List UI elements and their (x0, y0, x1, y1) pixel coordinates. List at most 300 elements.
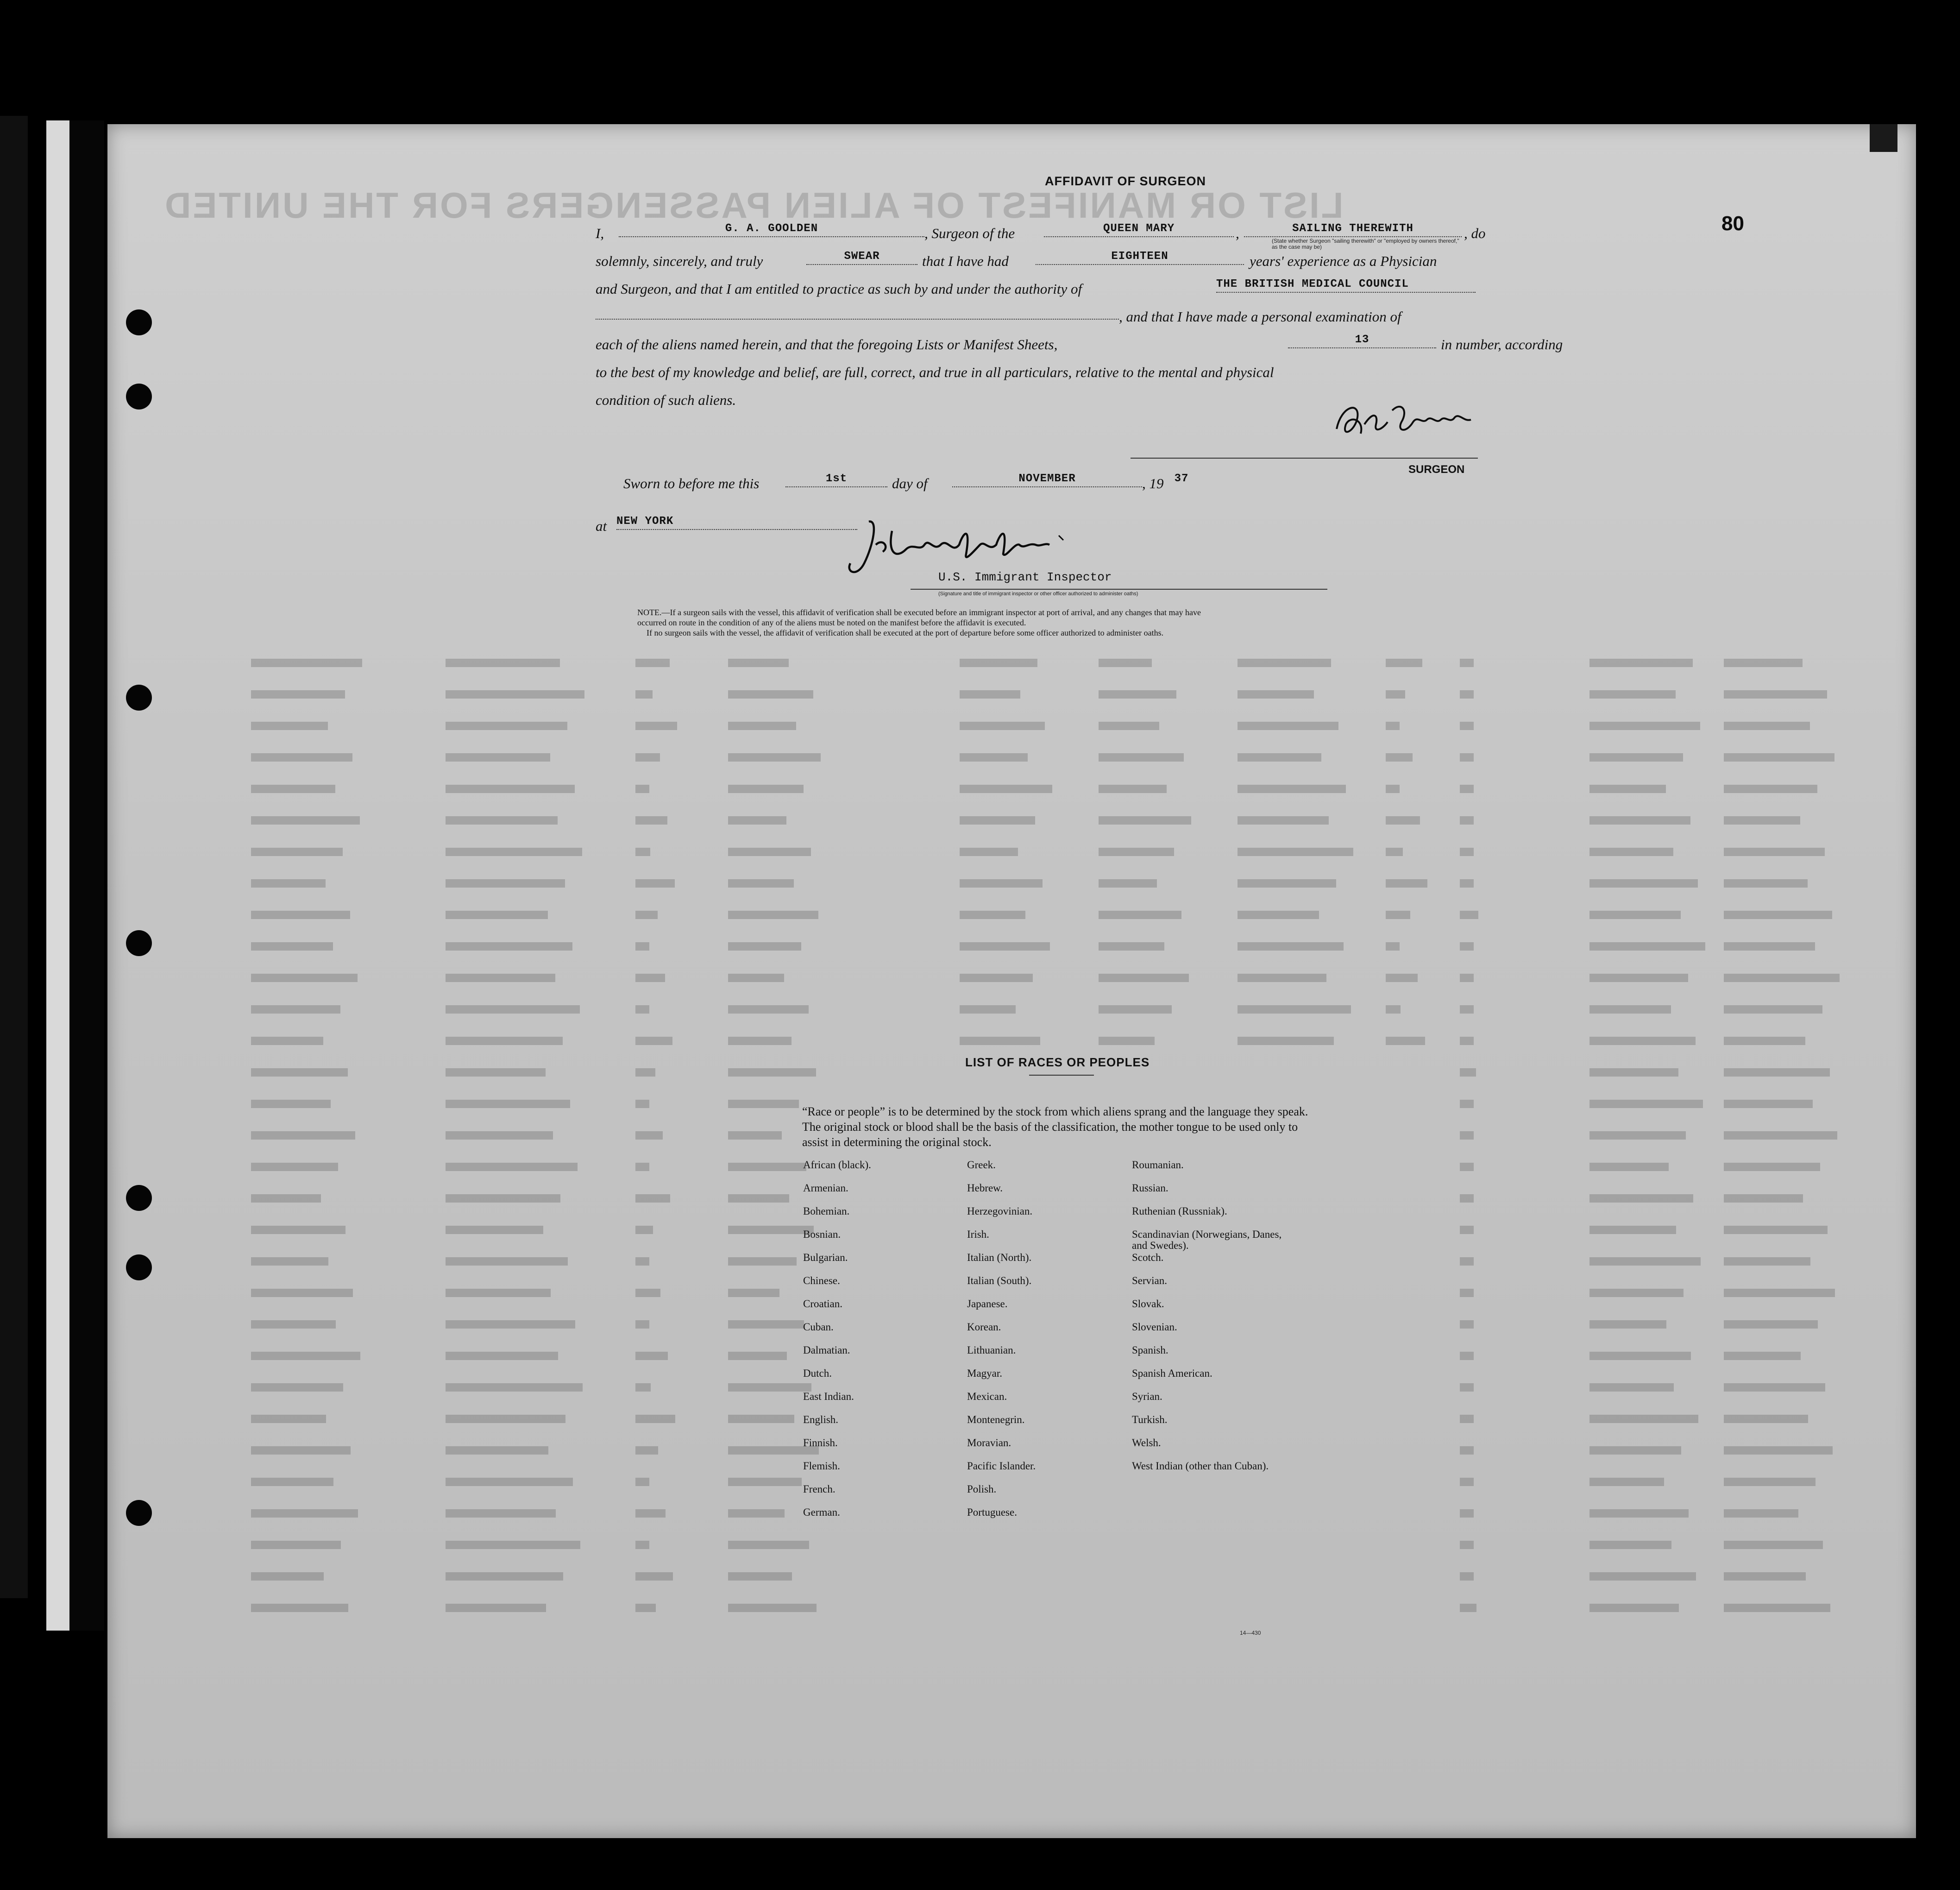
race-item: Korean. (967, 1321, 1001, 1333)
inspector-note: (Signature and title of immigrant inspector or other officer authorized to administer oaths) (938, 591, 1138, 597)
bleed-through-mark (1589, 722, 1700, 730)
bleed-through-mark (251, 1604, 348, 1612)
bleed-through-title: LIST OR MANIFEST OF ALIEN PASSENGERS FOR THE UNITED (163, 185, 1344, 226)
race-item: Irish. (967, 1228, 989, 1240)
bleed-through-mark (1724, 785, 1817, 793)
bleed-through-mark (446, 974, 555, 982)
race-item: Cuban. (803, 1321, 834, 1333)
bleed-through-mark (1589, 1541, 1671, 1549)
race-item: Dalmatian. (803, 1344, 850, 1356)
bleed-through-mark (635, 1005, 649, 1014)
sheet-count-field: 13 (1288, 334, 1436, 348)
race-item: Slovenian. (1132, 1321, 1177, 1333)
bleed-through-mark (251, 785, 335, 793)
aff-text-i: I, (596, 225, 604, 241)
bleed-through-mark (1099, 879, 1157, 888)
day-of-text: day of (892, 475, 928, 491)
bleed-through-mark (1724, 1352, 1801, 1360)
bleed-through-mark (446, 1320, 575, 1329)
bleed-through-mark (1386, 722, 1400, 730)
bleed-through-mark (1460, 1478, 1474, 1486)
bleed-through-mark (1589, 690, 1676, 699)
bleed-through-mark (728, 879, 794, 888)
bleed-through-mark (1386, 911, 1410, 919)
race-item: West Indian (other than Cuban). (1132, 1460, 1269, 1472)
bleed-through-mark (1724, 1163, 1820, 1171)
bleed-through-mark (251, 1289, 353, 1297)
bleed-through-mark (635, 1541, 649, 1549)
bleed-through-mark (251, 1446, 351, 1455)
bleed-through-mark (635, 1037, 672, 1045)
races-column-2 (967, 1159, 1115, 1530)
bleed-through-mark (1724, 753, 1834, 762)
punch-hole (126, 1254, 152, 1280)
race-item: Syrian. (1132, 1391, 1162, 1402)
punch-hole (126, 930, 152, 956)
race-item: Spanish American. (1132, 1367, 1212, 1379)
surgeon-signature (1332, 397, 1480, 447)
race-item: Herzegovinian. (967, 1205, 1033, 1217)
bleed-through-mark (1724, 1541, 1823, 1549)
bleed-through-mark (1460, 1037, 1474, 1045)
bleed-through-mark (446, 879, 565, 888)
bleed-through-row (172, 1035, 1863, 1047)
bleed-through-mark (635, 1572, 673, 1581)
bleed-through-mark (251, 848, 343, 856)
bleed-through-mark (1099, 785, 1167, 793)
bleed-through-mark (446, 1289, 551, 1297)
bleed-through-row (172, 783, 1863, 795)
bleed-through-mark (1724, 1320, 1818, 1329)
bleed-through-mark (635, 1226, 653, 1234)
bleed-through-mark (635, 974, 665, 982)
bleed-through-mark (1589, 848, 1673, 856)
bleed-through-mark (1724, 1194, 1803, 1203)
bleed-through-mark (1724, 1005, 1822, 1014)
aff-text-in-number: in number, according (1441, 336, 1563, 353)
bleed-through-mark (728, 1257, 797, 1266)
sworn-day-field: 1st (785, 472, 887, 487)
bleed-through-mark (446, 722, 567, 730)
race-item: Montenegrin. (967, 1414, 1025, 1425)
bleed-through-row (172, 814, 1863, 826)
bleed-through-mark (251, 1131, 355, 1140)
bleed-through-mark (446, 1572, 563, 1581)
bleed-through-mark (1589, 1100, 1703, 1108)
race-item: Servian. (1132, 1275, 1168, 1286)
bleed-through-mark (1724, 659, 1803, 667)
races-title: LIST OF RACES OR PEOPLES (965, 1055, 1150, 1069)
race-item: Moravian. (967, 1437, 1011, 1449)
corner-mark (1870, 124, 1897, 152)
bleed-through-mark (728, 848, 811, 856)
bleed-through-row (172, 846, 1863, 858)
affidavit-of-surgeon: AFFIDAVIT OF SURGEON I, G. A. GOOLDEN , Surgeon of the QUEEN MARY , SAILING THEREWITH (State whether Surgeon "sailing therewith" or "employed by owners thereof," as the case may be) , do solemnly, sincerely, and truly SWEAR that I have had EIGHTEEN years' experience as a Physician and Surgeon, and that I am entitled to practice as such by and under the authority of THE BRITISH MEDICAL COUNCIL , and that I have made a personal examination of each of the aliens named herein, and that the foregoing Lists or Manifest Sheets, 13 in number, according to the best of my knowledge and belief, are full, correct, and true in all particulars, relative to the mental and physical condition of such aliens. SURGEON Sworn to before me this 1st day of NOVEMBER , 19 37 at NEW YORK U.S. Immigrant Inspector (Signature and title of immigrant inspector or other officer authorized to administer oaths) NOTE.—If a surgeon sails with the vessel, this affidavit of verification shall be executed before an immigrant inspector at port of arrival, and any changes that may have occurred on route in the condition of any of the aliens must be noted on the manifest before the affidavit is executed. If no surgeon sails with the vessel, the affidavit of verification shall be executed at the port of departure before some officer authorized to administer oaths. (596, 174, 1563, 637)
bleed-through-mark (446, 1163, 578, 1171)
bleed-through-mark (728, 785, 804, 793)
bleed-through-mark (1386, 1005, 1401, 1014)
bleed-through-mark (251, 1383, 343, 1392)
bleed-through-mark (446, 848, 582, 856)
race-item: Roumanian. (1132, 1159, 1184, 1171)
race-item: Spanish. (1132, 1344, 1168, 1356)
bleed-through-mark (446, 1352, 558, 1360)
bleed-through-mark (1386, 753, 1413, 762)
bleed-through-row (172, 1539, 1863, 1551)
bleed-through-mark (635, 942, 649, 951)
bleed-through-mark (1099, 911, 1181, 919)
bleed-through-mark (728, 1226, 814, 1234)
bleed-through-mark (1460, 1100, 1474, 1108)
punch-hole (126, 1185, 152, 1211)
bleed-through-mark (728, 816, 786, 825)
bleed-through-mark (251, 1226, 346, 1234)
bleed-through-mark (728, 1541, 809, 1549)
bleed-through-mark (1099, 942, 1164, 951)
race-item: Italian (South). (967, 1275, 1032, 1286)
bleed-through-mark (446, 1415, 565, 1423)
bleed-through-mark (1724, 1226, 1828, 1234)
bleed-through-mark (728, 1194, 789, 1203)
inspector-signature-line (911, 589, 1327, 590)
bleed-through-mark (446, 942, 572, 951)
bleed-through-mark (1724, 1289, 1835, 1297)
aff-text-have-had: that I have had (922, 253, 1009, 269)
race-item: Dutch. (803, 1367, 832, 1379)
bleed-through-mark (1589, 942, 1705, 951)
bleed-through-mark (728, 753, 821, 762)
bleed-through-mark (1460, 722, 1474, 730)
surgeon-signature-line (1131, 458, 1478, 459)
race-item: Turkish. (1132, 1414, 1168, 1425)
form-code: 14—430 (1240, 1630, 1261, 1636)
bleed-through-mark (1589, 1320, 1666, 1329)
race-item: Bosnian. (803, 1228, 841, 1240)
bleed-through-mark (1589, 879, 1698, 888)
bleed-through-mark (1589, 1383, 1674, 1392)
bleed-through-mark (728, 1509, 785, 1518)
bleed-through-mark (1589, 753, 1683, 762)
aff-text-and-surgeon: and Surgeon, and that I am entitled to practice as such by and under the authority of (596, 281, 1082, 297)
bleed-through-mark (446, 1194, 560, 1203)
bleed-through-mark (635, 1415, 675, 1423)
bleed-through-mark (960, 879, 1043, 888)
bleed-through-mark (1724, 722, 1810, 730)
bleed-through-mark (635, 1068, 655, 1077)
surgeon-label: SURGEON (1408, 463, 1465, 476)
bleed-through-mark (1460, 1383, 1474, 1392)
bleed-through-mark (1386, 848, 1403, 856)
note-line-3: If no surgeon sails with the vessel, the affidavit of verification shall be executed at the port of departure before some officer authorized to administer oaths. (647, 628, 1164, 637)
authority-continued-field (596, 305, 1119, 320)
bleed-through-mark (728, 1352, 787, 1360)
aff-text-examination: , and that I have made a personal examination of (1119, 309, 1401, 325)
inspector-title: U.S. Immigrant Inspector (938, 570, 1112, 584)
bleed-through-mark (728, 1604, 817, 1612)
bleed-through-mark (1238, 816, 1329, 825)
bleed-through-mark (1460, 690, 1474, 699)
bleed-through-mark (635, 1509, 666, 1518)
race-item: Pacific Islander. (967, 1460, 1036, 1472)
bleed-through-mark (635, 690, 653, 699)
bleed-through-mark (1238, 879, 1336, 888)
bleed-through-mark (1589, 785, 1666, 793)
aff-text-years: years' experience as a Physician (1250, 253, 1437, 269)
note-line-2: occurred on route in the condition of any of the aliens must be noted on the manifest before the affidavit is executed. (637, 618, 1026, 627)
bleed-through-mark (1724, 1478, 1816, 1486)
bleed-through-mark (251, 879, 326, 888)
bleed-through-mark (728, 1163, 806, 1171)
bleed-through-mark (1460, 1604, 1476, 1612)
race-item: Flemish. (803, 1460, 840, 1472)
bleed-through-mark (728, 1572, 792, 1581)
bleed-through-mark (635, 911, 658, 919)
bleed-through-mark (635, 722, 677, 730)
bleed-through-mark (635, 1446, 658, 1455)
oath-type-field: SWEAR (806, 250, 917, 265)
bleed-through-mark (728, 1005, 809, 1014)
bleed-through-mark (1724, 911, 1832, 919)
race-item: Bohemian. (803, 1205, 850, 1217)
races-title-rule (1029, 1075, 1094, 1076)
sworn-year-field: 37 (1174, 472, 1189, 485)
bleed-through-mark (1099, 753, 1184, 762)
bleed-through-mark (635, 816, 667, 825)
bleed-through-mark (635, 848, 650, 856)
bleed-through-mark (1724, 1100, 1813, 1108)
bleed-through-mark (1460, 1289, 1474, 1297)
bleed-through-mark (1460, 1068, 1476, 1077)
bleed-through-mark (1589, 1194, 1693, 1203)
bleed-through-mark (728, 1289, 779, 1297)
bleed-through-mark (1460, 1257, 1474, 1266)
bleed-through-mark (1460, 1572, 1474, 1581)
bleed-through-mark (251, 690, 345, 699)
bleed-through-mark (1589, 1257, 1701, 1266)
aff-text-do: , do (1464, 225, 1486, 241)
bleed-through-mark (1099, 722, 1159, 730)
race-item: Lithuanian. (967, 1344, 1016, 1356)
bleed-through-mark (251, 1509, 358, 1518)
bleed-through-row (172, 1602, 1863, 1614)
bleed-through-mark (1724, 942, 1815, 951)
bleed-through-mark (446, 1131, 553, 1140)
bleed-through-mark (1589, 1572, 1696, 1581)
bleed-through-mark (1724, 1068, 1830, 1077)
bleed-through-mark (1724, 1131, 1837, 1140)
bleed-through-mark (1238, 848, 1353, 856)
sworn-place-field: NEW YORK (616, 515, 857, 530)
bleed-through-mark (251, 1194, 321, 1203)
aff-text-line7: condition of such aliens. (596, 392, 736, 408)
bleed-through-mark (1460, 974, 1474, 982)
bleed-through-mark (251, 1163, 338, 1171)
bleed-through-row (172, 751, 1863, 763)
bleed-through-mark (728, 1415, 794, 1423)
bleed-through-mark (1724, 690, 1827, 699)
bleed-through-mark (251, 1320, 336, 1329)
bleed-through-mark (728, 1320, 804, 1329)
bleed-through-mark (1460, 1415, 1474, 1423)
bleed-through-mark (635, 1100, 649, 1108)
aff-text-line6: to the best of my knowledge and belief, are full, correct, and true in all particulars, relative to the mental and physical (596, 364, 1274, 380)
bleed-through-mark (446, 659, 560, 667)
bleed-through-mark (446, 1383, 583, 1392)
bleed-through-mark (1460, 816, 1474, 825)
race-item: Chinese. (803, 1275, 840, 1286)
bleed-through-mark (1589, 1352, 1691, 1360)
race-item: African (black). (803, 1159, 871, 1171)
bleed-through-mark (1460, 1320, 1474, 1329)
bleed-through-mark (1460, 1163, 1474, 1171)
bleed-through-mark (1589, 1037, 1696, 1045)
bleed-through-mark (1589, 911, 1681, 919)
bleed-through-mark (635, 1383, 651, 1392)
bleed-through-row (172, 972, 1863, 984)
sailing-status-field: SAILING THEREWITH (1244, 222, 1462, 237)
bleed-through-mark (635, 1478, 649, 1486)
bleed-through-mark (251, 974, 358, 982)
race-item: Portuguese. (967, 1506, 1017, 1518)
bleed-through-mark (1589, 1005, 1671, 1014)
bleed-through-mark (1460, 1541, 1474, 1549)
race-item: Ruthenian (Russniak). (1132, 1205, 1227, 1217)
bleed-through-mark (960, 816, 1035, 825)
aff-text-each: each of the aliens named herein, and that the foregoing Lists or Manifest Sheets, (596, 336, 1058, 353)
race-item: Hebrew. (967, 1182, 1003, 1194)
bleed-through-mark (1460, 1131, 1474, 1140)
bleed-through-mark (1460, 1352, 1474, 1360)
bleed-through-mark (1386, 1037, 1425, 1045)
bleed-through-mark (1099, 690, 1176, 699)
bleed-through-mark (251, 1100, 331, 1108)
bleed-through-mark (1238, 942, 1344, 951)
bleed-through-mark (635, 1163, 649, 1171)
bleed-through-mark (635, 1131, 663, 1140)
bleed-through-mark (1589, 1289, 1684, 1297)
film-gap (69, 120, 104, 1631)
bleed-through-row (172, 688, 1863, 700)
bleed-through-mark (1724, 1037, 1805, 1045)
bleed-through-mark (446, 1446, 548, 1455)
race-item: Croatian. (803, 1298, 842, 1310)
race-item: Greek. (967, 1159, 996, 1171)
bleed-through-mark (251, 1541, 341, 1549)
bleed-through-row (172, 1570, 1863, 1582)
bleed-through-mark (960, 1037, 1040, 1045)
bleed-through-mark (1724, 1383, 1825, 1392)
bleed-through-mark (1589, 1226, 1676, 1234)
bleed-through-mark (251, 816, 360, 825)
race-item: Armenian. (803, 1182, 848, 1194)
bleed-through-mark (1460, 1194, 1474, 1203)
bleed-through-mark (446, 690, 584, 699)
bleed-through-mark (1460, 879, 1474, 888)
bleed-through-mark (960, 690, 1020, 699)
bleed-through-mark (728, 1037, 792, 1045)
bleed-through-mark (635, 1194, 670, 1203)
bleed-through-mark (251, 722, 328, 730)
bleed-through-mark (251, 1037, 323, 1045)
punch-hole (126, 1500, 152, 1526)
bleed-through-mark (251, 1415, 326, 1423)
race-item: Scandinavian (Norwegians, Danes, and Swedes). (1132, 1228, 1282, 1251)
bleed-through-mark (728, 722, 796, 730)
bleed-through-mark (446, 1100, 570, 1108)
bleed-through-mark (635, 753, 660, 762)
bleed-through-mark (1238, 974, 1326, 982)
race-item: Italian (North). (967, 1252, 1032, 1263)
bleed-through-mark (1724, 848, 1825, 856)
bleed-through-mark (251, 1572, 324, 1581)
bleed-through-mark (960, 753, 1028, 762)
race-item: German. (803, 1506, 840, 1518)
punch-hole (126, 384, 152, 410)
bleed-through-mark (251, 911, 350, 919)
bleed-through-mark (728, 1478, 802, 1486)
bleed-through-mark (1460, 753, 1474, 762)
bleed-through-row (172, 1003, 1863, 1015)
bleed-through-mark (446, 753, 550, 762)
bleed-through-mark (1724, 879, 1808, 888)
bleed-through-mark (728, 1100, 799, 1108)
aff-text-solemnly: solemnly, sincerely, and truly (596, 253, 763, 269)
authority-field: THE BRITISH MEDICAL COUNCIL (1216, 278, 1476, 293)
film-strip (46, 120, 69, 1631)
bleed-through-mark (1724, 1257, 1810, 1266)
affidavit-title: AFFIDAVIT OF SURGEON (1045, 174, 1206, 188)
bleed-through-mark (1238, 722, 1338, 730)
note-line-1: NOTE.—If a surgeon sails with the vessel, this affidavit of verification shall be executed before an immigrant inspector at port of arrival, and any changes that may have (637, 608, 1201, 617)
bleed-through-mark (1238, 785, 1346, 793)
bleed-through-mark (446, 1604, 546, 1612)
bleed-through-mark (446, 1541, 580, 1549)
races-column-3 (1132, 1159, 1299, 1484)
bleed-through-mark (1724, 816, 1800, 825)
bleed-through-row (172, 940, 1863, 952)
bleed-through-mark (1460, 1509, 1474, 1518)
race-item: French. (803, 1483, 836, 1495)
bleed-through-mark (960, 974, 1033, 982)
bleed-through-row (172, 877, 1863, 889)
bleed-through-mark (728, 690, 813, 699)
bleed-through-mark (1589, 1131, 1686, 1140)
bleed-through-mark (960, 942, 1050, 951)
bleed-through-mark (1099, 1037, 1155, 1045)
bleed-through-mark (446, 785, 575, 793)
bleed-through-mark (728, 1383, 811, 1392)
races-intro: “Race or people” is to be determined by the stock from which aliens sprang and the language they speak. The original stock or blood shall be the basis of the classification, the mother tongue to be used only to assist in determining the original stock. (802, 1105, 1308, 1149)
bleed-through-mark (1589, 816, 1690, 825)
bleed-through-mark (1386, 942, 1400, 951)
bleed-through-mark (1724, 1415, 1808, 1423)
race-item: Welsh. (1132, 1437, 1161, 1449)
bleed-through-mark (1589, 1068, 1678, 1077)
bleed-through-mark (446, 1257, 568, 1266)
race-item: English. (803, 1414, 839, 1425)
bleed-through-mark (1460, 911, 1478, 919)
punch-hole (126, 685, 152, 711)
bleed-through-mark (1589, 1509, 1689, 1518)
page-number: 80 (1721, 212, 1744, 235)
bleed-through-mark (1238, 690, 1314, 699)
races-column-1 (803, 1159, 951, 1530)
bleed-through-mark (251, 1068, 348, 1077)
bleed-through-mark (1099, 1005, 1172, 1014)
bleed-through-mark (728, 1068, 816, 1077)
bleed-through-mark (728, 974, 784, 982)
bleed-through-mark (728, 911, 818, 919)
